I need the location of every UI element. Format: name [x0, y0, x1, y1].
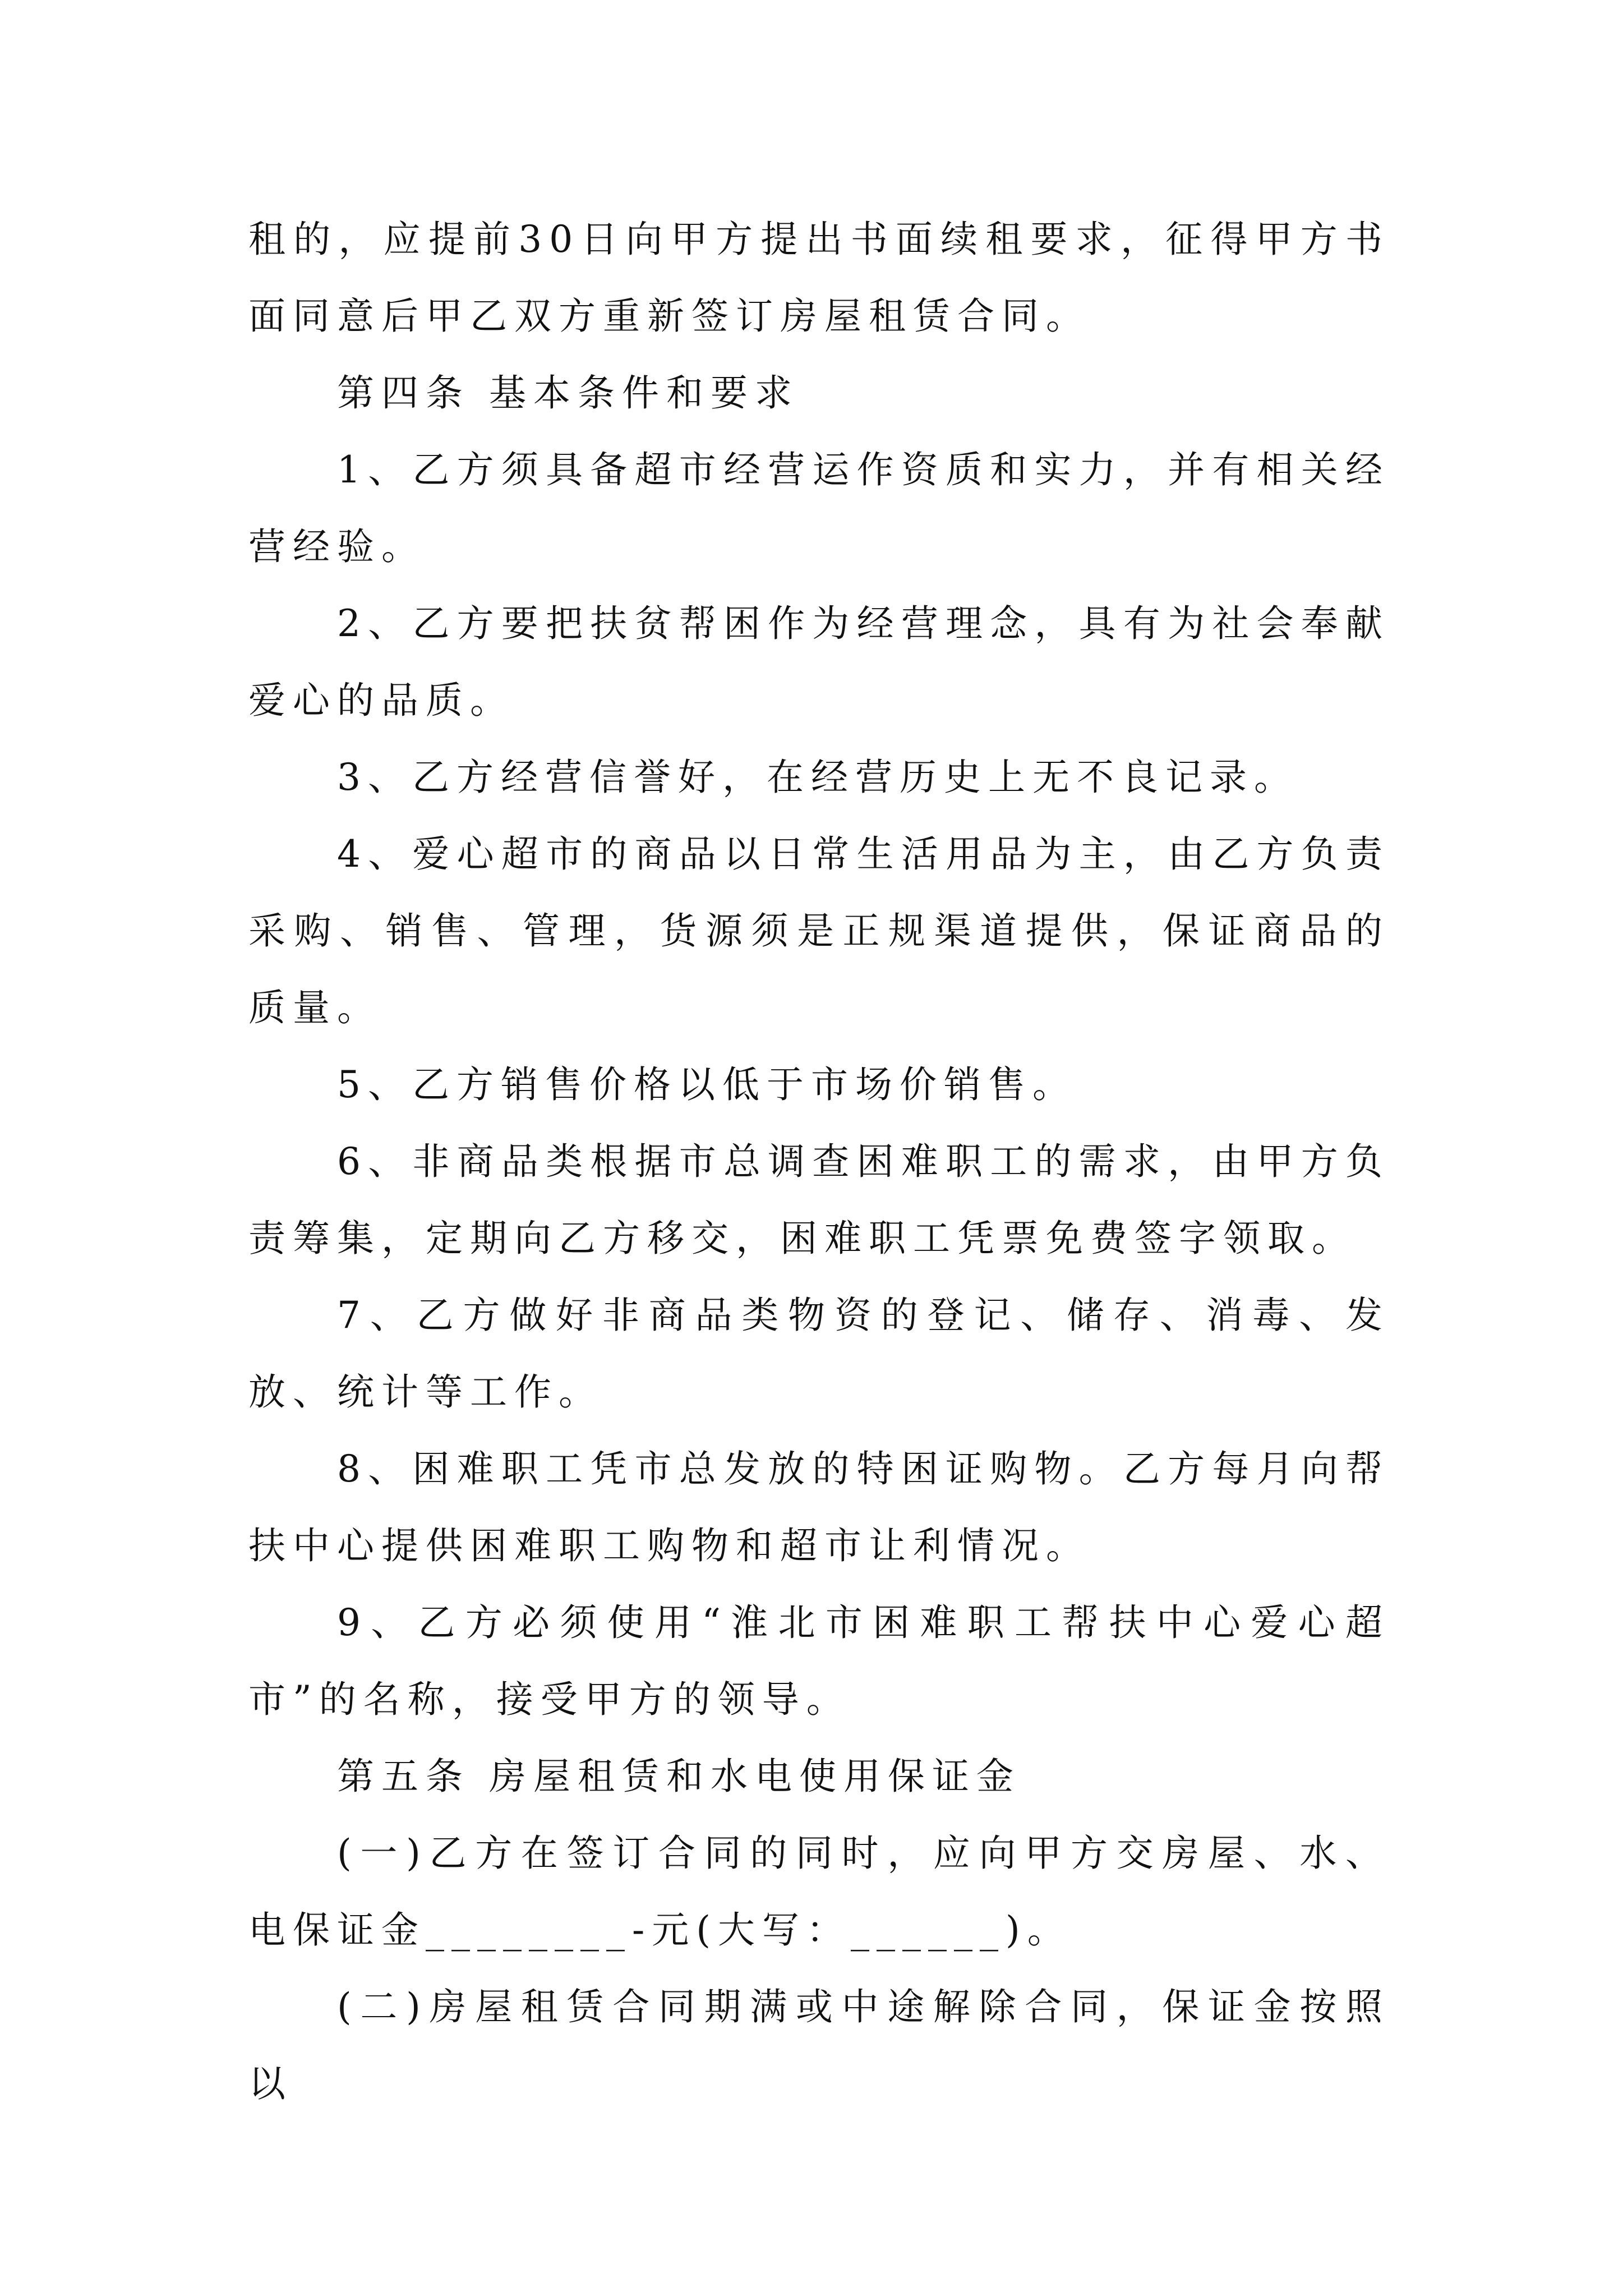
sub-clause-2: (二)房屋租赁合同期满或中途解除合同，保证金按照以	[248, 1985, 1390, 2105]
clause-7: 7、乙方做好非商品类物资的登记、储存、消毒、发放、统计等工作。	[248, 1294, 1390, 1414]
article-heading-5: 第五条 房屋租赁和水电使用保证金	[337, 1755, 1021, 1798]
clause-1: 1、乙方须具备超市经营运作资质和实力，并有相关经营经验。	[248, 448, 1390, 568]
clause-8: 8、困难职工凭市总发放的特困证购物。乙方每月向帮扶中心提供困难职工购物和超市让利情况。	[248, 1447, 1390, 1567]
clause-6: 6、非商品类根据市总调查困难职工的需求，由甲方负责筹集，定期向乙方移交，困难职工凭票免费签字领取。	[248, 1140, 1390, 1260]
clause-5: 5、乙方销售价格以低于市场价销售。	[337, 1063, 1077, 1106]
clause-9: 9、乙方必须使用“淮北市困难职工帮扶中心爱心超市”的名称，接受甲方的领导。	[248, 1601, 1390, 1721]
clause-4: 4、爱心超市的商品以日常生活用品为主，由乙方负责采购、销售、管理，货源须是正规渠道提供，保证商品的质量。	[248, 832, 1390, 1029]
document-body	[248, 201, 1390, 2122]
clause-3: 3、乙方经营信誉好，在经营历史上无不良记录。	[337, 756, 1298, 799]
clause-2: 2、乙方要把扶贫帮困作为经营理念，具有为社会奉献爱心的品质。	[248, 602, 1390, 722]
paragraph-continuation: 租的，应提前30日向甲方提出书面续租要求，征得甲方书面同意后甲乙双方重新签订房屋租赁合同。	[248, 218, 1390, 338]
sub-clause-1: (一)乙方在签订合同的同时，应向甲方交房屋、水、电保证金________-元(大写：______)。	[248, 1832, 1390, 1952]
article-heading-4: 第四条 基本条件和要求	[337, 371, 799, 415]
